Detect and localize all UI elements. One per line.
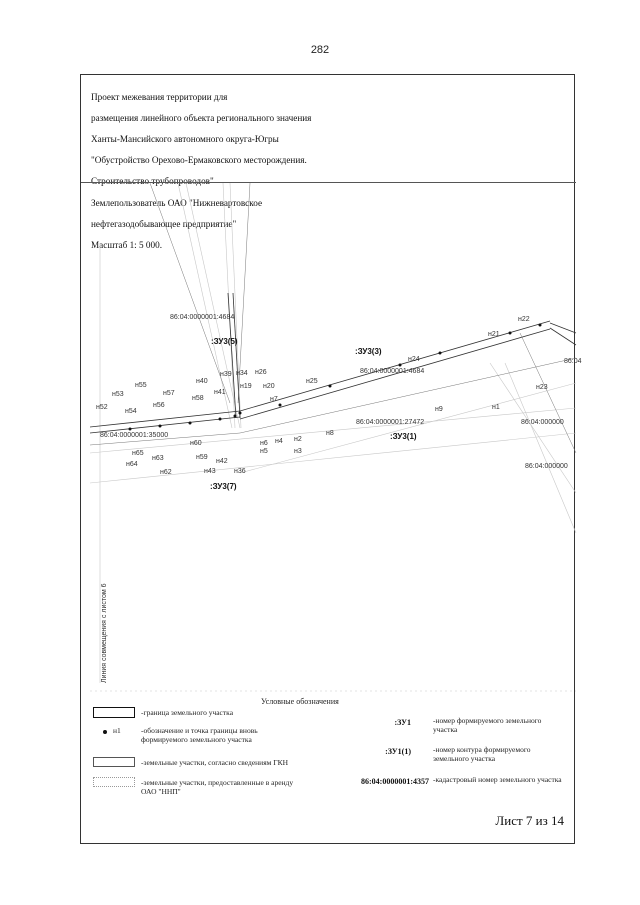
boundary-symbol (93, 707, 135, 718)
point-symbol (103, 730, 107, 734)
title-line: Землепользователь ОАО "Нижневартовское (91, 197, 263, 208)
legend-symbol-label: н1 (113, 726, 121, 735)
legend-code: 86:04:0000001:4357 (361, 777, 429, 786)
point-label: н1 (492, 404, 500, 411)
point-label: н57 (163, 390, 175, 397)
point-label: н56 (153, 402, 165, 409)
point-label: н39 (220, 371, 232, 378)
cadastral-map (90, 183, 582, 693)
cadastral-number: 86:04:0000001:4684 (360, 368, 425, 375)
legend-code: :ЗУ1(1) (385, 747, 411, 756)
point-label: н36 (234, 468, 246, 475)
legend-code: :ЗУ1 (394, 718, 411, 727)
point-label: н8 (326, 430, 334, 437)
point-label: н54 (125, 408, 137, 415)
drawing-sheet (80, 74, 582, 844)
title-line: Ханты-Мансийского автономного округа-Югры (91, 133, 279, 144)
title-line: "Обустройство Орехово-Ермаковского месторождения. (91, 155, 307, 166)
point-label: н25 (306, 378, 318, 385)
side-note: Линия совмещения с листом 6 (101, 583, 108, 683)
cadastral-number: 86:04:0000001:35000 (100, 432, 169, 439)
point-label: н26 (255, 369, 267, 376)
point-label: н65 (132, 450, 144, 457)
point-label: н24 (408, 356, 420, 363)
point-label: н3 (294, 448, 302, 455)
gkn-parcel-symbol (93, 757, 135, 767)
point-label: н7 (270, 396, 278, 403)
point-label: н21 (488, 331, 500, 338)
cadastral-number: 86:04 (564, 358, 582, 365)
lease-parcel-symbol (93, 777, 135, 787)
point-label: н53 (112, 391, 124, 398)
legend-title: Условные обозначения (261, 697, 339, 706)
legend-text: -кадастровый номер земельного участка (433, 775, 562, 784)
title-line: размещения линейного объекта регионального значения (91, 112, 312, 123)
title-line: Проект межевания территории для (91, 91, 228, 102)
map-drawing (90, 183, 582, 693)
point-label: н22 (518, 316, 530, 323)
legend-text: -граница земельного участка (141, 708, 234, 717)
cadastral-number: 86:04:000000 (521, 419, 564, 426)
point-label: н23 (536, 384, 548, 391)
point-label: н40 (196, 378, 208, 385)
point-label: н5 (260, 448, 268, 455)
parcel-label: :ЗУ3(7) (210, 482, 237, 491)
point-label: н20 (263, 383, 275, 390)
title-line: нефтегазодобывающее предприятие" (91, 218, 237, 229)
legend-text: -земельные участки, согласно сведениям ГКН (141, 758, 289, 767)
point-label: н60 (190, 440, 202, 447)
point-label: н63 (152, 455, 164, 462)
parcel-label: :ЗУ3(3) (355, 347, 382, 356)
cadastral-number: 86:04:000000 (525, 463, 568, 470)
parcel-label: :ЗУ3(1) (390, 432, 417, 441)
page-number: 282 (310, 44, 330, 56)
point-label: н6 (260, 440, 268, 447)
point-label: н58 (192, 395, 204, 402)
point-label: н41 (214, 389, 226, 396)
point-label: н9 (435, 406, 443, 413)
point-label: н4 (275, 438, 283, 445)
legend-text: -земельные участки, предоставленные в аренду ОАО "ННП" (141, 778, 294, 796)
point-label: н43 (204, 468, 216, 475)
point-label: н62 (160, 469, 172, 476)
point-label: н2 (294, 436, 302, 443)
legend-text: -номер формируемого земельного участка (433, 716, 542, 734)
legend-text: -номер контура формируемого земельного участка (433, 745, 531, 763)
point-label: н19 (240, 383, 252, 390)
parcel-label: :ЗУ3(5) (211, 337, 238, 346)
cadastral-number: 86:04:0000001:27472 (356, 419, 425, 426)
cadastral-number: 86:04:0000001:4684 (170, 314, 235, 321)
point-label: н64 (126, 461, 138, 468)
title-line: Строительство трубопроводов" (91, 176, 214, 187)
point-label: н42 (216, 458, 228, 465)
sheet-number: Лист 7 из 14 (495, 813, 564, 828)
scale-line: Масштаб 1: 5 000. (91, 239, 162, 250)
legend-text: -обозначение и точка границы вновь формируемого земельного участка (141, 726, 258, 744)
point-label: н55 (135, 382, 147, 389)
point-label: н34 (236, 370, 248, 377)
point-label: н59 (196, 454, 208, 461)
point-label: н52 (96, 404, 108, 411)
